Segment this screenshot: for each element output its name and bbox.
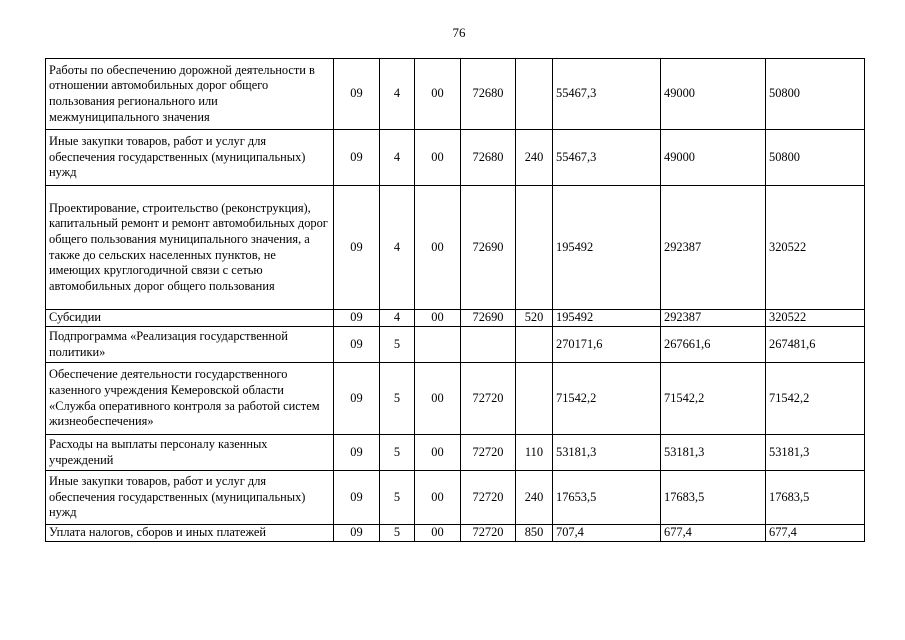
direction-code: 72690 [461, 186, 516, 310]
row-name: Обеспечение деятельности государственного казенного учреждения Кемеровской области «Служба оперативного контроля за работой систем жизнеобеспечения» [46, 363, 334, 435]
section-code: 09 [334, 471, 380, 525]
amount-year-3: 677,4 [766, 525, 865, 542]
page-number: 76 [452, 25, 466, 40]
program-code: 00 [415, 59, 461, 130]
section-code: 09 [334, 130, 380, 186]
amount-year-2: 49000 [661, 130, 766, 186]
amount-year-1: 195492 [553, 186, 661, 310]
amount-year-2: 292387 [661, 186, 766, 310]
amount-year-1: 707,4 [553, 525, 661, 542]
amount-year-1: 55467,3 [553, 59, 661, 130]
expense-type-code: 520 [516, 310, 553, 327]
expense-type-code [516, 186, 553, 310]
subsection-code: 4 [380, 59, 415, 130]
amount-year-3: 50800 [766, 130, 865, 186]
table-row [46, 327, 865, 363]
expense-type-code: 240 [516, 130, 553, 186]
expense-type-code [516, 59, 553, 130]
section-code: 09 [334, 435, 380, 471]
row-name: Субсидии [46, 310, 334, 327]
amount-year-2: 267661,6 [661, 327, 766, 363]
amount-year-3: 320522 [766, 186, 865, 310]
table-row [46, 435, 865, 471]
row-name: Проектирование, строительство (реконструкция), капитальный ремонт и ремонт автомобильных дорог общего пользования муниципального значения, а также до сельских населенных пунктов, не имеющих круглогодичной связи с сетью автомобильных дорог общего пользования [46, 186, 334, 310]
amount-year-1: 195492 [553, 310, 661, 327]
direction-code: 72720 [461, 363, 516, 435]
section-code: 09 [334, 59, 380, 130]
subsection-code: 5 [380, 471, 415, 525]
table-row [46, 363, 865, 435]
amount-year-1: 53181,3 [553, 435, 661, 471]
amount-year-3: 71542,2 [766, 363, 865, 435]
section-code: 09 [334, 363, 380, 435]
table-row [46, 310, 865, 327]
program-code: 00 [415, 186, 461, 310]
table-row [46, 186, 865, 310]
program-code: 00 [415, 130, 461, 186]
expense-type-code [516, 327, 553, 363]
expense-type-code [516, 363, 553, 435]
amount-year-1: 55467,3 [553, 130, 661, 186]
row-name: Расходы на выплаты персоналу казенных учреждений [46, 435, 334, 471]
amount-year-1: 71542,2 [553, 363, 661, 435]
table-row [46, 130, 865, 186]
program-code: 00 [415, 363, 461, 435]
amount-year-3: 320522 [766, 310, 865, 327]
program-code: 00 [415, 435, 461, 471]
row-name: Уплата налогов, сборов и иных платежей [46, 525, 334, 542]
amount-year-2: 292387 [661, 310, 766, 327]
subsection-code: 5 [380, 525, 415, 542]
row-name: Иные закупки товаров, работ и услуг для обеспечения государственных (муниципальных) нужд [46, 471, 334, 525]
row-name: Работы по обеспечению дорожной деятельности в отношении автомобильных дорог общего пользования регионального или межмуниципального значения [46, 59, 334, 130]
table-row [46, 59, 865, 130]
table-row [46, 525, 865, 542]
budget-table [45, 58, 865, 542]
program-code [415, 327, 461, 363]
section-code: 09 [334, 525, 380, 542]
row-name: Иные закупки товаров, работ и услуг для обеспечения государственных (муниципальных) нужд [46, 130, 334, 186]
section-code: 09 [334, 327, 380, 363]
direction-code: 72720 [461, 435, 516, 471]
subsection-code: 4 [380, 130, 415, 186]
section-code: 09 [334, 186, 380, 310]
amount-year-2: 677,4 [661, 525, 766, 542]
row-name: Подпрограмма «Реализация государственной политики» [46, 327, 334, 363]
amount-year-2: 17683,5 [661, 471, 766, 525]
direction-code: 72680 [461, 130, 516, 186]
direction-code [461, 327, 516, 363]
direction-code: 72720 [461, 471, 516, 525]
amount-year-3: 17683,5 [766, 471, 865, 525]
amount-year-3: 50800 [766, 59, 865, 130]
expense-type-code: 240 [516, 471, 553, 525]
program-code: 00 [415, 471, 461, 525]
program-code: 00 [415, 525, 461, 542]
subsection-code: 5 [380, 435, 415, 471]
subsection-code: 5 [380, 363, 415, 435]
amount-year-2: 49000 [661, 59, 766, 130]
program-code: 00 [415, 310, 461, 327]
direction-code: 72690 [461, 310, 516, 327]
amount-year-1: 270171,6 [553, 327, 661, 363]
direction-code: 72680 [461, 59, 516, 130]
amount-year-2: 53181,3 [661, 435, 766, 471]
direction-code: 72720 [461, 525, 516, 542]
amount-year-3: 267481,6 [766, 327, 865, 363]
amount-year-1: 17653,5 [553, 471, 661, 525]
subsection-code: 4 [380, 310, 415, 327]
section-code: 09 [334, 310, 380, 327]
subsection-code: 4 [380, 186, 415, 310]
table-row [46, 471, 865, 525]
expense-type-code: 110 [516, 435, 553, 471]
amount-year-3: 53181,3 [766, 435, 865, 471]
subsection-code: 5 [380, 327, 415, 363]
expense-type-code: 850 [516, 525, 553, 542]
amount-year-2: 71542,2 [661, 363, 766, 435]
